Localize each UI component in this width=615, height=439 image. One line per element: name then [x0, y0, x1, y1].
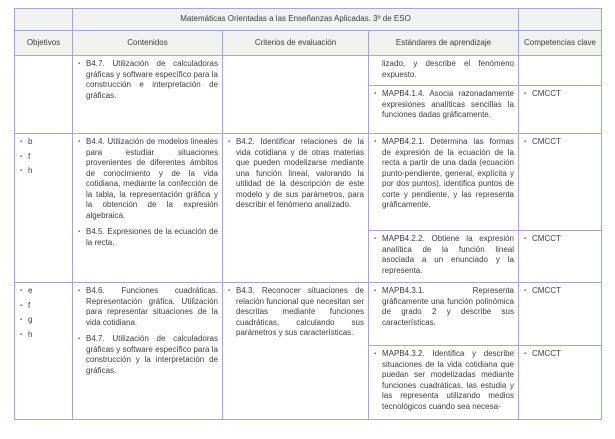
- bullet-icon: [228, 286, 236, 298]
- bullet-icon: [524, 89, 532, 101]
- objetivo-item: [20, 166, 68, 178]
- bullet-icon: [374, 349, 382, 361]
- list-item: [228, 286, 364, 339]
- bullet-icon: [524, 286, 532, 298]
- objetivo-letter: h: [28, 166, 33, 175]
- standard-entry: [374, 59, 514, 80]
- bullet-icon: [20, 330, 28, 342]
- competency-text: CMCCT: [532, 137, 561, 146]
- standard-text: MAPB4.2.1. Determina las formas de expresión de la ecuación de la recta a partir de una dada (ecuación punto-pendiente, general, explícita y por dos puntos), identifica puntos de corte y pendiente, y las representa gráficamente.: [382, 137, 514, 209]
- list-item: [78, 137, 218, 221]
- objetivo-letter: b: [28, 137, 33, 146]
- curriculum-table: [14, 8, 602, 420]
- content-text: B4.4. Utilización de modelos lineales para estudiar situaciones provenientes de diferentes ámbitos de conocimiento y de la vida cotidiana, mediante la confección de la tabla, la representación gráfica y la obtención de la expresión algebraica.: [86, 137, 218, 220]
- contenidos-cell: [73, 283, 223, 420]
- column-header-criterios: Criterios de evaluación: [223, 31, 369, 56]
- standard-entry: [374, 286, 514, 328]
- column-header-competencias: Competencias clave: [519, 31, 602, 56]
- content-text: B4.7. Utilización de calculadoras gráficas y software específico para la construcción e interpretación de gráficas.: [86, 59, 218, 100]
- competency-item: [524, 349, 597, 361]
- competency-text: CMCCT: [532, 286, 561, 295]
- objetivo-item: [20, 137, 68, 149]
- objetivos-cell: [15, 56, 73, 134]
- objetivo-item: [20, 286, 68, 298]
- objetivos-cell: [15, 134, 73, 283]
- bullet-icon: [78, 286, 86, 298]
- criterios-cell: [223, 56, 369, 134]
- standard-text: lizado, y describe el fenómeno expuesto.: [382, 59, 514, 79]
- list-item: [78, 59, 218, 101]
- competencias-cell: [519, 56, 602, 86]
- list-item: [78, 334, 218, 376]
- estandar-cell: [369, 283, 519, 346]
- bullet-icon: [228, 137, 236, 149]
- standard-text: MAPB4.3.2. Identifica y describe situaciones de la vida cotidiana que puedan ser modelizadas mediante funciones cuadráticas, las estudia y las representa utilizando medios tecnológicos cuando sea necesa-: [382, 349, 514, 411]
- standard-entry: [374, 89, 514, 121]
- table-row: [15, 134, 602, 231]
- list-item: [228, 137, 364, 211]
- table-title: Matemáticas Orientadas a las Enseñanzas Aplicadas. 3º de ESO: [73, 9, 519, 31]
- competencias-cell: [519, 283, 602, 346]
- contenidos-cell: [73, 56, 223, 134]
- contenidos-cell: [73, 134, 223, 283]
- competencias-cell: [519, 86, 602, 134]
- bullet-icon: [374, 89, 382, 101]
- competency-text: CMCCT: [532, 349, 561, 358]
- estandar-cell: [369, 134, 519, 231]
- title-row-empty-left: [15, 9, 73, 31]
- table-title-row: [15, 9, 602, 31]
- objetivo-item: [20, 152, 68, 164]
- bullet-icon: [524, 234, 532, 246]
- objetivo-letter: g: [28, 315, 33, 324]
- content-text: B4.5. Expresiones de la ecuación de la recta.: [86, 227, 218, 247]
- table-row: [15, 56, 602, 86]
- objetivo-item: [20, 301, 68, 313]
- competency-item: [524, 137, 597, 149]
- bullet-icon: [78, 227, 86, 239]
- competencias-cell: [519, 134, 602, 231]
- content-text: B4.6. Funciones cuadráticas. Representación gráfica. Utilización para representar situaciones de la vida cotidiana.: [86, 286, 218, 327]
- table-row: [15, 283, 602, 346]
- criterio-text: B4.3. Reconocer situaciones de relación funcional que necesitan ser descritas mediante funciones cuadráticas, calculando sus parámetros y sus características.: [236, 286, 364, 337]
- criterio-text: B4.2. Identificar relaciones de la vida cotidiana y de otras materias que pueden modelizarse mediante una función lineal, valorando la utilidad de la descripción de este modelo y de sus parámetros, para describir el fenómeno analizado.: [236, 137, 364, 209]
- estandar-cell: [369, 86, 519, 134]
- column-header-estandares: Estándares de aprendizaje: [369, 31, 519, 56]
- bullet-icon: [524, 137, 532, 149]
- bullet-icon: [20, 152, 28, 164]
- standard-entry: [374, 234, 514, 276]
- bullet-icon: [20, 286, 28, 298]
- criterios-cell: [223, 134, 369, 283]
- competency-item: [524, 286, 597, 298]
- standard-entry: [374, 349, 514, 412]
- bullet-icon: [374, 286, 382, 298]
- bullet-icon: [20, 315, 28, 327]
- bullet-icon: [524, 349, 532, 361]
- objetivo-letter: f: [28, 151, 31, 161]
- standard-text: MAPB4.3.1. Representa gráficamente una función polinómica de grado 2 y describe sus características.: [382, 286, 514, 327]
- column-header-contenidos: Contenidos: [73, 31, 223, 56]
- bullet-icon: [374, 234, 382, 246]
- column-header-objetivos: Objetivos: [15, 31, 73, 56]
- estandar-cell: [369, 231, 519, 283]
- competencias-cell: [519, 231, 602, 283]
- competency-item: [524, 89, 597, 101]
- bullet-icon: [78, 137, 86, 149]
- list-item: [78, 286, 218, 328]
- standard-text: MAPB4.2.2. Obtiene la expresión analítica de la función lineal asociada a un enunciado y la representa.: [382, 234, 514, 275]
- column-header-row: [15, 31, 602, 56]
- objetivos-cell: [15, 283, 73, 420]
- competency-text: CMCCT: [532, 234, 561, 243]
- content-text: B4.7. Utilización de calculadoras gráficas y software específico para la construcción y la interpretación de gráficas.: [86, 334, 218, 375]
- objetivo-letter: f: [28, 300, 31, 310]
- bullet-icon: [20, 166, 28, 178]
- objetivo-item: [20, 330, 68, 342]
- title-row-empty-right: [519, 9, 602, 31]
- criterios-cell: [223, 283, 369, 420]
- standard-entry: [374, 137, 514, 211]
- estandar-cell: [369, 56, 519, 86]
- bullet-icon: [374, 137, 382, 149]
- bullet-icon: [20, 137, 28, 149]
- objetivo-letter: h: [28, 329, 33, 339]
- competency-text: CMCCT: [532, 89, 561, 98]
- competencias-cell: [519, 346, 602, 420]
- bullet-icon: [78, 334, 86, 346]
- estandar-cell: [369, 346, 519, 420]
- competency-item: [524, 234, 597, 246]
- objetivo-item: [20, 315, 68, 327]
- bullet-icon: [78, 59, 86, 71]
- bullet-icon: [20, 301, 28, 313]
- standard-text: MAPB4.1.4. Asocia razonadamente expresiones analíticas sencillas la funciones dadas gráficamente.: [382, 89, 514, 119]
- objetivo-letter: e: [28, 286, 33, 295]
- list-item: [78, 227, 218, 248]
